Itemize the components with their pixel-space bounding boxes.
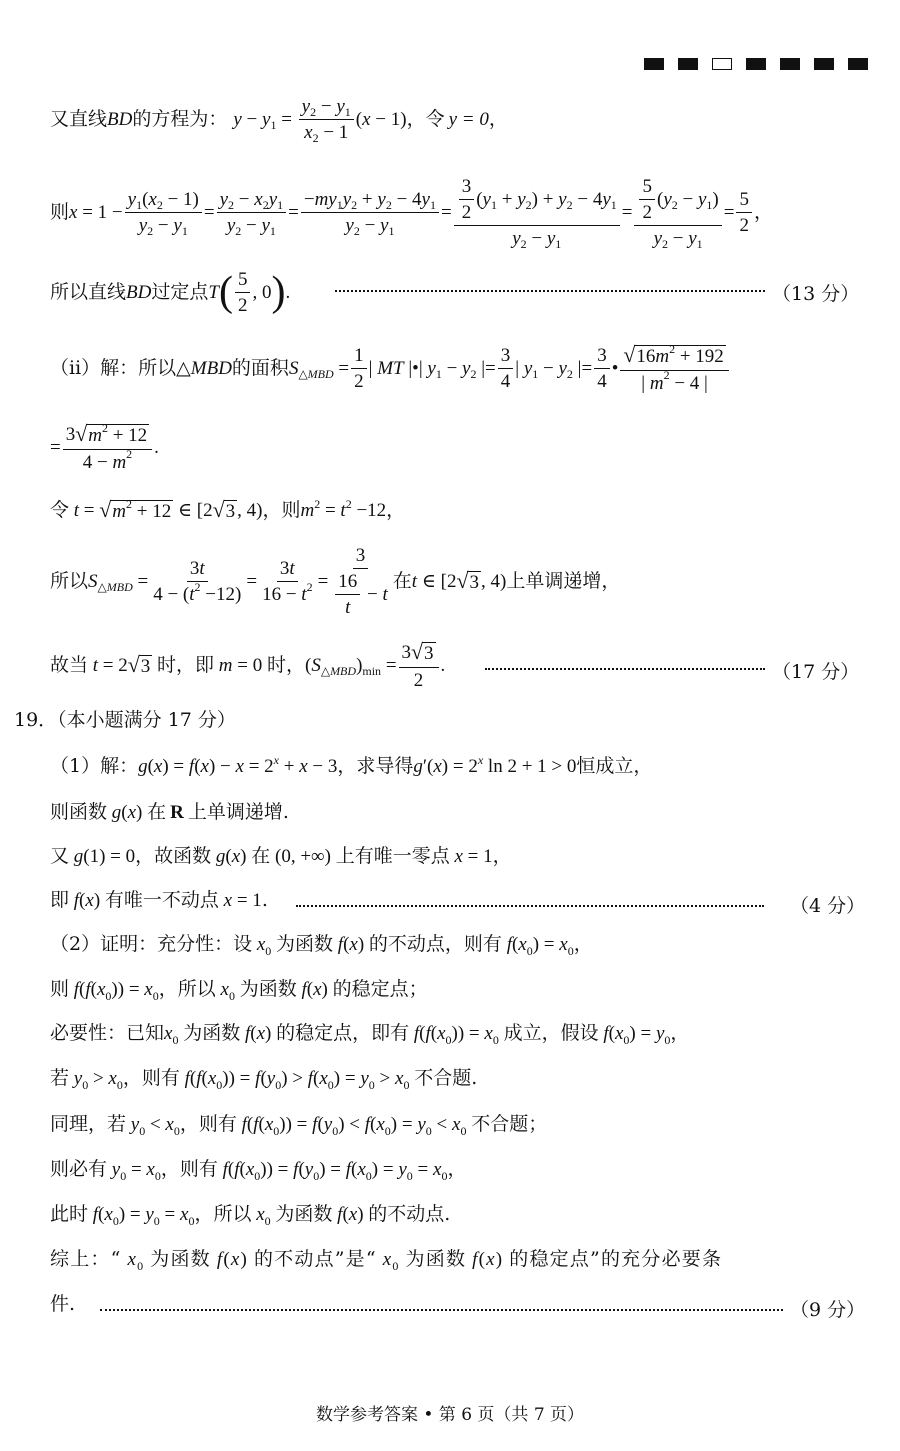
text: 的稳定点，即有 <box>276 1022 410 1044</box>
text: ，则有 <box>179 1113 237 1135</box>
line-p13 <box>50 1295 75 1314</box>
line-substitution <box>50 496 406 523</box>
math-expression: S △MBD = 3 t 4 − ( t 2 −12) = 3 t 16 − t 2 = 3 $\frac{16}{t}$ − t <box>88 545 388 618</box>
math-expression: g(1) = 0 <box>73 846 136 867</box>
line-p6 <box>50 978 428 1003</box>
text: ，求导得 <box>337 755 414 777</box>
math-expression: $f(x_0) = x_0$ <box>506 934 574 958</box>
math-expression: g(x) <box>215 846 252 867</box>
text: ， <box>386 499 406 522</box>
text: 所以 <box>50 570 89 592</box>
text: 的不动点. <box>368 1203 451 1225</box>
text: . <box>261 889 268 911</box>
text: 此时 <box>50 1203 89 1225</box>
math-expression: t ∈ [2 √ 3 , 4) <box>411 568 507 593</box>
text: 成立，假设 <box>503 1022 599 1044</box>
header-mark-filled <box>814 58 834 70</box>
question-19-heading <box>14 711 236 730</box>
line-p1 <box>50 753 653 777</box>
text: ， <box>670 1022 690 1044</box>
math-expression: $f(f(x_0)) = x_0$ <box>73 979 159 1003</box>
line-area-in-t <box>50 546 620 617</box>
math-expression: $f(f(x_0)) = f(y_0) = f(x_0) = y_0 = x_0$ <box>222 1159 448 1183</box>
text: ， <box>447 1158 467 1180</box>
math-expression: $f(x_0) = y_0 = x_0$ <box>92 1204 195 1228</box>
math-expression: $f(f(x_0)) = f(y_0) > f(x_0) = y_0 > x_0$ <box>184 1068 410 1092</box>
text: 所以直线 <box>50 281 127 303</box>
text: 的稳定点”的充分必要条 <box>509 1248 723 1270</box>
text: 过定点 <box>151 281 209 303</box>
line-x-computation <box>50 176 773 251</box>
dotted-leader <box>335 290 765 292</box>
math-expression: $y_0 = x_0$ <box>111 1159 161 1183</box>
math-expression: $m^2 = t^2 -12$ <box>300 497 387 522</box>
line-bd-equation <box>50 96 508 145</box>
line-p8 <box>50 1067 478 1092</box>
text: 同理，若 <box>50 1113 127 1135</box>
text: ， <box>573 933 593 955</box>
text: ，则有 <box>160 1158 218 1180</box>
line-fixed-point <box>50 270 290 315</box>
math-expression: f(x) <box>337 934 369 955</box>
math-expression: f(x) <box>244 1023 277 1044</box>
text: 有唯一不动点 <box>104 889 219 911</box>
text: 为函数 <box>405 1248 467 1270</box>
text: ，所以 <box>194 1203 252 1225</box>
line-minimum <box>50 642 445 690</box>
math-expression: g(x) <box>111 802 148 823</box>
text: 的不动点，则有 <box>368 933 502 955</box>
math-expression: S △MBD = $\frac{1}{2}$ | MT |•| y 1 − y 2 |= $\frac{3}{4}$ | y 1 − y 2 |= $\frac{3}{4}$ • √ 16 m 2 + 192 | m 2 − 4 | <box>289 345 731 393</box>
text: 的不动点”是“ <box>253 1248 377 1270</box>
line-p3 <box>50 847 512 866</box>
header-mark-filled <box>848 58 868 70</box>
page-footer: 数学参考答案 • 第 6 页（共 7 页） <box>315 1405 585 1425</box>
text: ，则有 <box>122 1067 180 1089</box>
line-p4 <box>50 891 268 910</box>
math-expression: y − y 1 = y 2 − y 1 x 2 − 1 ( x − 1) <box>233 96 407 145</box>
line-p9 <box>50 1113 548 1138</box>
math-expression: $x_0$ <box>256 934 272 958</box>
math: BD <box>126 282 152 303</box>
text: （2）证明：充分性：设 <box>50 933 253 955</box>
text: 在 <box>251 845 271 867</box>
math-expression: t = √ m 2 + 12 ∈ [2 √ 3 , 4) <box>73 496 263 523</box>
math-expression: f(x) <box>337 1204 369 1225</box>
text: 19．（本小题满分 17 分） <box>14 709 236 731</box>
text: 的稳定点； <box>332 978 428 1000</box>
score-4: （4 分） <box>790 895 866 917</box>
math-expression: $f(f(x_0)) = f(y_0) < f(x_0) = y_0 < x_0$ <box>241 1114 467 1138</box>
math-expression: x = 1 <box>223 890 262 911</box>
text: 即 <box>50 889 70 911</box>
text: （ⅱ）解：所以△ <box>50 357 191 380</box>
header-mark-filled <box>746 58 766 70</box>
line-p5 <box>50 933 593 958</box>
text: ， <box>753 201 773 223</box>
header-mark-empty <box>712 58 732 70</box>
text: 上单调递增. <box>187 801 289 823</box>
line-p12 <box>50 1248 723 1273</box>
math-expression: t = 2 √ 3 <box>92 653 151 678</box>
header-mark-filled <box>780 58 800 70</box>
text: 必要性：已知 <box>50 1022 165 1044</box>
text: （1）解： <box>50 755 139 777</box>
line-area-mbd <box>50 341 731 394</box>
math: BD <box>107 109 133 130</box>
text: 则函数 <box>50 801 108 823</box>
line-p7 <box>50 1022 690 1047</box>
math-expression: $g'(x) = 2^x$ ln 2 + 1 > 0 <box>413 753 577 777</box>
text: 时，即 <box>157 654 215 677</box>
math-expression: $y_0 > x_0$ <box>73 1068 123 1092</box>
text: 为函数 <box>239 978 297 1000</box>
math-expression: $x_0$ <box>220 979 235 1003</box>
text: 不合题； <box>471 1113 548 1135</box>
text: 的方程为： <box>132 108 228 130</box>
math-expression: $x_0$ <box>256 1204 271 1228</box>
line-p10 <box>50 1158 467 1183</box>
text: 的面积 <box>231 357 289 380</box>
text: 则 <box>50 978 70 1000</box>
math-expression: m = 0 <box>218 655 267 677</box>
line-p2 <box>50 803 289 822</box>
line-area-simplified <box>50 420 159 473</box>
text: ，所以 <box>158 978 216 1000</box>
text: ，故函数 <box>135 845 212 867</box>
math-expression: $f(x_0) = y_0$ <box>603 1023 671 1047</box>
text: ，则 <box>262 499 301 522</box>
text: 令 <box>50 499 70 522</box>
math-expression: f(x) <box>73 890 105 911</box>
math: y = 0 <box>448 109 489 130</box>
math-expression: $x_0$ <box>382 1249 400 1273</box>
dotted-leader <box>296 905 764 907</box>
text: 为函数 <box>150 1248 211 1270</box>
text: 件. <box>50 1293 76 1315</box>
score-9: （9 分） <box>790 1299 866 1321</box>
text: 又 <box>50 845 70 867</box>
math-expression: f(x) <box>472 1249 510 1270</box>
text: 上单调递增， <box>506 570 621 592</box>
text: 为函数 <box>275 1203 333 1225</box>
text: 上有唯一零点 <box>335 845 450 867</box>
text: ， <box>488 108 508 130</box>
math-expression: $g(x) = f(x) - x = 2^x + x - 3$ <box>138 753 338 777</box>
text: 时， <box>266 654 305 677</box>
math-expression: x = 1 − y 1 ( x 2 − 1) y 2 − y 1 = y 2 − x 2 y 1 y 2 − y 1 = − my 1 y 2 + y 2 − 4 y 1 y 2 − y 1 = $\frac{3}{2}$ ( y 1 + y 2 ) + y 2 − 4 y 1 y 2 − y 1 = $\frac{5}{2}$ ( y 2 − y 1 ) y 2 − y 1 = $\frac{5}{2}$ <box>69 177 754 248</box>
math-expression: $x_0$ <box>164 1023 179 1047</box>
score-17: （17 分） <box>772 661 860 683</box>
text: 若 <box>50 1067 70 1089</box>
text: 恒成立， <box>576 755 653 777</box>
text: 则必有 <box>50 1158 108 1180</box>
math: R <box>170 802 184 823</box>
score-13: （13 分） <box>772 283 860 305</box>
text: 在 <box>392 570 412 592</box>
text: ，令 <box>406 108 445 130</box>
math-expression: $x_0$ <box>127 1249 145 1273</box>
text: 综上：“ <box>50 1248 122 1270</box>
header-mark-filled <box>678 58 698 70</box>
dotted-leader <box>485 668 765 670</box>
math-expression: (0, +∞) <box>270 846 336 867</box>
math-expression: $y_0 < x_0$ <box>130 1114 180 1138</box>
text: 在 <box>147 801 167 823</box>
text: 为函数 <box>276 933 334 955</box>
math-expression: $f(f(x_0)) = x_0$ <box>413 1023 499 1047</box>
text: 故当 <box>50 654 89 677</box>
line-p11 <box>50 1203 451 1228</box>
text: 不合题. <box>414 1067 478 1089</box>
text: 则 <box>50 201 70 223</box>
math-expression: x = 1 <box>454 846 493 867</box>
math-expression: f(x) <box>301 979 333 1000</box>
math-expression: ( S △MBD ) min = 3 √ 3 2 . <box>305 640 446 691</box>
math: MBD <box>190 358 232 380</box>
math-expression: T ( $\frac{5}{2}$ , 0 ) . <box>208 268 291 316</box>
text: ， <box>492 845 512 867</box>
math-expression: f(x) <box>216 1249 254 1270</box>
text: 又直线 <box>50 108 108 130</box>
math-expression: = 3 √ m 2 + 12 4 − m 2 . <box>50 420 159 473</box>
text: 为函数 <box>183 1022 241 1044</box>
dotted-leader <box>100 1309 783 1311</box>
header-mark-filled <box>644 58 664 70</box>
